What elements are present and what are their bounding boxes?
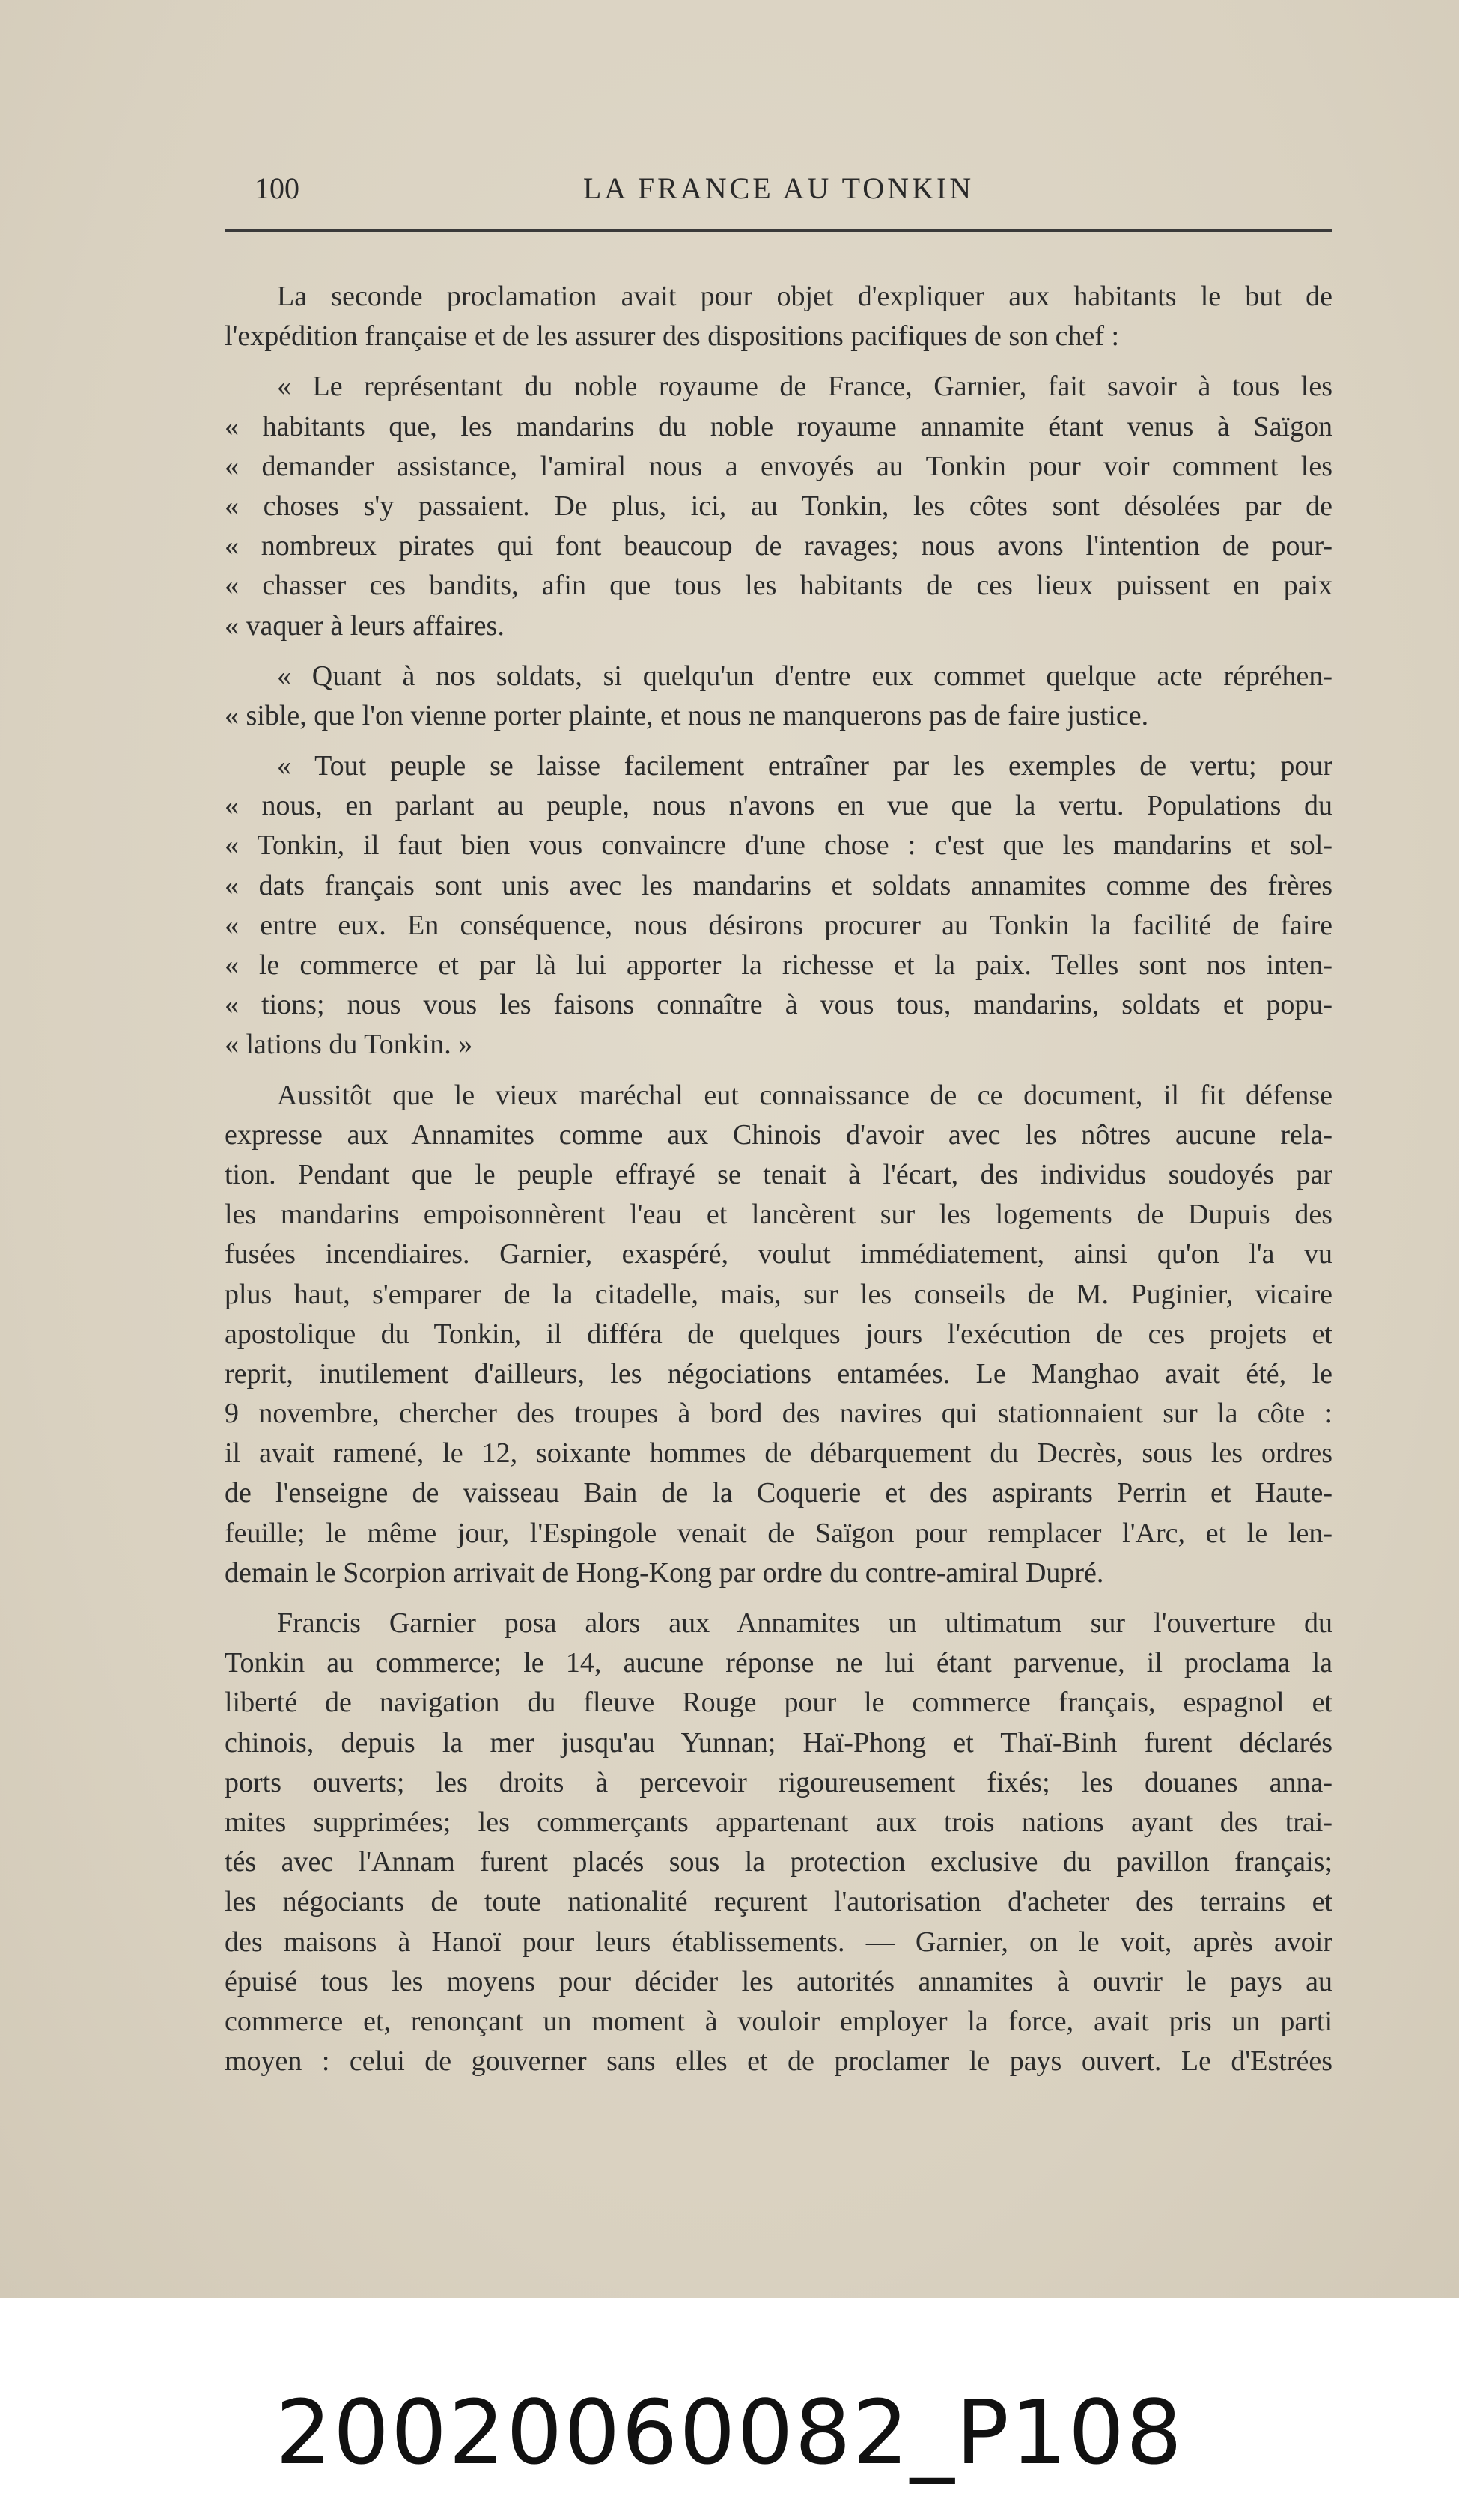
text-line: expresse aux Annamites comme aux Chinois d'avoir avec les nôtres aucune rela- — [225, 1119, 1332, 1151]
paragraph-gap — [225, 646, 1332, 657]
text-line: l'expédition française et de les assurer des dispositions pacifiques de son chef : — [225, 320, 1120, 353]
header-rule — [225, 229, 1332, 232]
text-line: « lations du Tonkin. » — [225, 1029, 473, 1061]
text-line: « nombreux pirates qui font beaucoup de ravages; nous avons l'intention de pour- — [225, 530, 1332, 562]
text-line: commerce et, renonçant un moment à vouloir employer la force, avait pris un parti — [225, 2005, 1332, 2037]
text-line: « tions; nous vous les faisons connaître à vous tous, mandarins, soldats et popu- — [225, 989, 1332, 1021]
image-id-label: 20020060082_P108 — [275, 2381, 1184, 2484]
text-line: tés avec l'Annam furent placés sous la protection exclusive du pavillon français; — [225, 1846, 1332, 1878]
text-line: « dats français sont unis avec les mandarins et soldats annamites comme des frères — [225, 869, 1332, 901]
text-line: « Le représentant du noble royaume de France, Garnier, fait savoir à tous les — [277, 371, 1332, 403]
text-line: Aussitôt que le vieux maréchal eut connaissance de ce document, il fit défense — [277, 1079, 1332, 1111]
text-line: ports ouverts; les droits à percevoir rigoureusement fixés; les douanes anna- — [225, 1766, 1332, 1798]
text-line: les négociants de toute nationalité reçurent l'autorisation d'acheter des terrains et — [225, 1886, 1332, 1918]
text-line: moyen : celui de gouverner sans elles et de proclamer le pays ouvert. Le d'Estrées — [225, 2045, 1332, 2078]
text-line: « vaquer à leurs affaires. — [225, 609, 505, 642]
text-line: apostolique du Tonkin, il différa de quelques jours l'exécution de ces projets et — [225, 1318, 1332, 1350]
page-header — [225, 171, 1332, 216]
text-line: « demander assistance, l'amiral nous a envoyés au Tonkin pour voir comment les — [225, 450, 1332, 482]
paragraph-gap — [225, 356, 1332, 367]
text-line: feuille; le même jour, l'Espingole venait de Saïgon pour remplacer l'Arc, et le len- — [225, 1517, 1332, 1549]
text-line: « Quant à nos soldats, si quelqu'un d'entre eux commet quelque acte répréhen- — [277, 660, 1332, 692]
text-line: Francis Garnier posa alors aux Annamites un ultimatum sur l'ouverture du — [277, 1607, 1332, 1639]
text-line: il avait ramené, le 12, soixante hommes de débarquement du Decrès, sous les ordres — [225, 1437, 1332, 1470]
text-line: de l'enseigne de vaisseau Bain de la Coquerie et des aspirants Perrin et Haute- — [225, 1477, 1332, 1509]
text-line: Tonkin au commerce; le 14, aucune réponse ne lui étant parvenue, il proclama la — [225, 1647, 1332, 1679]
text-line: « le commerce et par là lui apporter la richesse et la paix. Telles sont nos inten- — [225, 949, 1332, 981]
text-line: « sible, que l'on vienne porter plainte, et nous ne manquerons pas de faire justice. — [225, 699, 1149, 731]
text-line: demain le Scorpion arrivait de Hong-Kong par ordre du contre-amiral Dupré. — [225, 1556, 1104, 1589]
text-line: plus haut, s'emparer de la citadelle, mais, sur les conseils de M. Puginier, vicaire — [225, 1278, 1332, 1310]
paragraph — [225, 367, 1332, 645]
text-line: chinois, depuis la mer jusqu'au Yunnan; Haï-Phong et Thaï-Binh furent déclarés — [225, 1726, 1332, 1759]
paragraph-gap — [225, 1593, 1332, 1604]
text-line: épuisé tous les moyens pour décider les autorités annamites à ouvrir le pays au — [225, 1965, 1332, 1997]
text-line: 9 novembre, chercher des troupes à bord des navires qui stationnaient sur la côte : — [225, 1398, 1332, 1430]
text-line: liberté de navigation du fleuve Rouge pour le commerce français, espagnol et — [225, 1687, 1332, 1719]
text-line: « entre eux. En conséquence, nous désirons procurer au Tonkin la facilité de faire — [225, 909, 1332, 941]
text-line: « Tout peuple se laisse facilement entraîner par les exemples de vertu; pour — [277, 750, 1332, 782]
paragraph-gap — [225, 1065, 1332, 1076]
body-text — [225, 277, 1332, 2081]
text-line: mites supprimées; les commerçants appartenant aux trois nations ayant des trai- — [225, 1806, 1332, 1838]
paragraph — [225, 1076, 1332, 1593]
text-line: « Tonkin, il faut bien vous convaincre d'une chose : c'est que les mandarins et sol- — [225, 830, 1332, 862]
text-line: les mandarins empoisonnèrent l'eau et lancèrent sur les logements de Dupuis des — [225, 1199, 1332, 1231]
page-number: 100 — [255, 171, 299, 205]
image-label-area — [0, 2298, 1459, 2520]
paragraph — [225, 657, 1332, 736]
paragraph — [225, 1604, 1332, 2081]
text-line: La seconde proclamation avait pour objet d'expliquer aux habitants le but de — [277, 281, 1332, 312]
text-line: fusées incendiaires. Garnier, exaspéré, voulut immédiatement, ainsi qu'on l'a vu — [225, 1238, 1332, 1270]
text-line: « chasser ces bandits, afin que tous les habitants de ces lieux puissent en paix — [225, 570, 1332, 602]
text-line: reprit, inutilement d'ailleurs, les négociations entamées. Le Manghao avait été, le — [225, 1357, 1332, 1390]
text-line: « choses s'y passaient. De plus, ici, au Tonkin, les côtes sont désolées par de — [225, 490, 1332, 522]
text-line: tion. Pendant que le peuple effrayé se tenait à l'écart, des individus soudoyés par — [225, 1158, 1332, 1190]
text-line: des maisons à Hanoï pour leurs établissements. — Garnier, on le voit, après avoir — [225, 1926, 1332, 1958]
running-title: LA FRANCE AU TONKIN — [582, 171, 975, 205]
paragraph-gap — [225, 736, 1332, 746]
paragraph — [225, 746, 1332, 1065]
text-line: « habitants que, les mandarins du noble royaume annamite étant venus à Saïgon — [225, 410, 1332, 442]
paragraph — [225, 277, 1332, 356]
text-line: « nous, en parlant au peuple, nous n'avons en vue que la vertu. Populations du — [225, 790, 1332, 822]
